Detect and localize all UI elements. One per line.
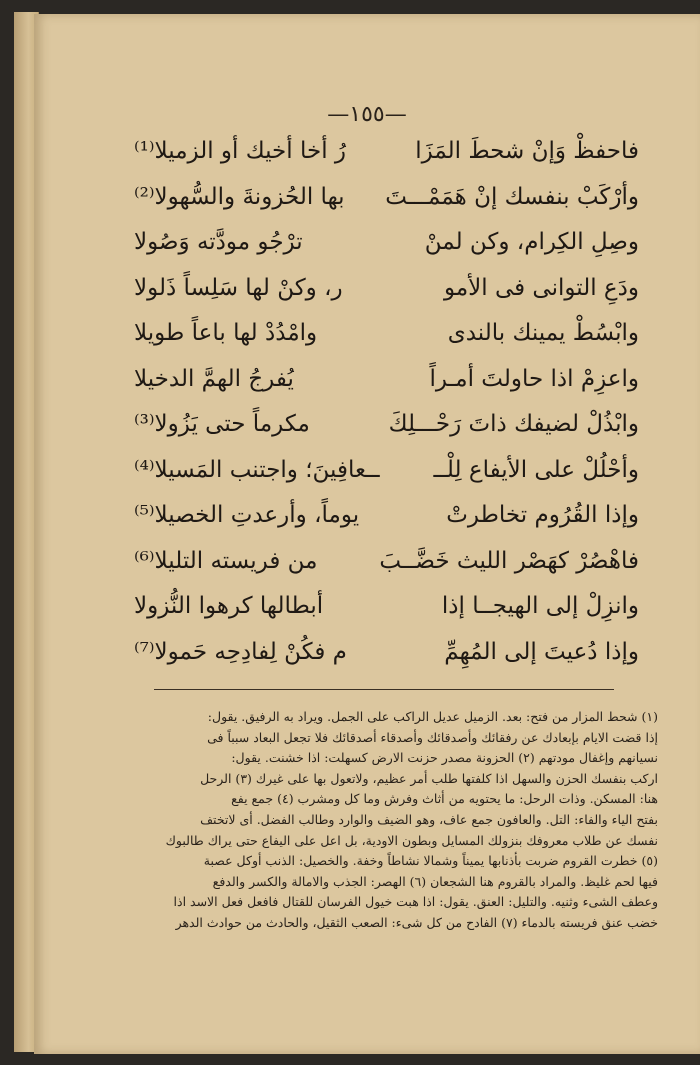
verse-first-hemistich: وانزِلْ إلى الهيجــا إذا (441, 593, 639, 619)
verse-first-hemistich: واعزِمْ اذا حاولتَ أمـراً (429, 365, 639, 392)
footnote-line: وعطف الشىء وثنيه. والتليل: العنق. يقول: اذا هبت خيول الفرسان للقتال فافعل فعل الاسد اذا (173, 894, 658, 910)
verse-second-hemistich: من فريسته التليلا⁽⁶⁾ (134, 547, 318, 574)
footnote-line: فيها لحم غليظ. والمراد بالقروم هنا الشجعان (٦) الهصر: الجذب والامالة والكسر والدفع (212, 873, 658, 889)
footnotes (122, 707, 658, 934)
verse-first-hemistich: فاحفظْ وَإنْ شحطَ المَزَا (415, 138, 639, 164)
footnote-line: بفتح الياء والفاء: التل. والعافون جمع عاف، وهو الضيف والوارد وطالب الفضل. أى لاتختف (200, 811, 658, 827)
verse-second-hemistich: يُفرجُ الهمَّ الدخيلا (134, 365, 294, 392)
verse-second-hemistich: وامْدُدْ لها باعاً طويلا (134, 320, 318, 346)
verse-first-hemistich: ودَعِ التوانى فى الأمو (443, 274, 639, 301)
verse-line (134, 275, 639, 321)
verse-second-hemistich: بها الحُزونةَ والسُّهولا⁽²⁾ (134, 183, 345, 210)
page-number: —١٥٥— (327, 102, 407, 127)
verse-second-hemistich: رُ أخا أخيك أو الزميلا⁽¹⁾ (134, 138, 347, 164)
book-page (34, 14, 700, 1054)
verse-line (134, 457, 639, 503)
verse-line (134, 548, 639, 594)
footnote-separator (154, 689, 614, 690)
footnote-line: خضب عنق فريسته بالدماء (٧) الفادح من كل شىء: الصعب الثقيل، والحادث من حوادث الدهر (175, 914, 658, 930)
verse-line (134, 366, 639, 412)
verse-first-hemistich: وأحْلُلْ على الأيفاع لِلْــ (433, 456, 639, 483)
verse-first-hemistich: وإذا القُرُوم تخاطرتْ (446, 502, 639, 528)
verse-first-hemistich: فاهْصُرْ كهَصْر الليث خَضَّــبَ (379, 547, 639, 574)
verse-second-hemistich: يوماً، وأرعدتِ الخصيلا⁽⁵⁾ (134, 502, 360, 528)
verse-first-hemistich: وابْسُطْ يمينك بالندى (447, 320, 639, 346)
verse-second-hemistich: أبطالها كرهوا النُّزولا (134, 593, 324, 619)
footnote-line: نسيانهم وإغفال مودتهم (٢) الحزونة مصدر حزنت الارض كسهلت: اذا خشنت. يقول: (231, 750, 658, 766)
verse-line (134, 184, 639, 230)
verse-second-hemistich: م فكُنْ لِفادِحِه حَمولا⁽⁷⁾ (134, 638, 347, 665)
footnote-line: هنا: المسكن. وذات الرحل: ما يحتويه من أثاث وفرش وما كل ومشرب (٤) جمع يفع (231, 791, 658, 807)
footnote-line: إذا قضت الايام بإبعادك عن رفقائك وأصدقائك وأصدقاء أصدقائك فلا تجعل البعاد سبباً فى (207, 729, 658, 745)
verse-line (134, 411, 639, 457)
footnote-line: (٥) خطرت القروم ضربت بأذنابها يميناً وشمالا نشاطاً وخفة. والخصيل: الذنب أوكل عصبة (203, 853, 658, 869)
verse-line (134, 229, 639, 275)
verse-second-hemistich: ر، وكنْ لها سَلِساً ذَلولا (134, 274, 343, 301)
verse-line (134, 320, 639, 366)
verse-line (134, 593, 639, 639)
verse-second-hemistich: ــعافِينَ؛ واجتنب المَسيلا⁽⁴⁾ (134, 456, 380, 483)
verse-line (134, 639, 639, 685)
footnote-line: نفسك عن طلاب معروفك بنزولك المسايل وبطون الاودية، بل اعل على اليفاع حتى يراك طالبوك (165, 832, 658, 848)
verse-second-hemistich: ترْجُو مودَّته وَصُولا (134, 229, 303, 255)
verse-first-hemistich: وصِلِ الكِرام، وكن لمنْ (424, 229, 639, 255)
footnote-line: اركب بنفسك الحزن والسهل اذا كلفتها طلب أمر عظيم، ولاتعول بها على غيرك (٣) الرحل (200, 770, 658, 786)
poem (134, 138, 639, 684)
verse-second-hemistich: مكرماً حتى يَزُولا⁽³⁾ (134, 411, 310, 437)
verse-first-hemistich: وأرْكَبْ بنفسك إنْ هَمَمْـــتَ (385, 183, 639, 210)
footnote-line: (١) شحط المزار من فتح: بعد. الزميل عديل الراكب على الجمل. ويراد به الرفيق. يقول: (207, 709, 658, 724)
verse-first-hemistich: وابْذُلْ لضيفك ذاتَ رَحْـــلِكَ (388, 411, 639, 437)
verse-first-hemistich: وإذا دُعيتَ إلى المُهِمِّ (444, 638, 639, 665)
verse-line (134, 138, 639, 184)
verse-line (134, 502, 639, 548)
